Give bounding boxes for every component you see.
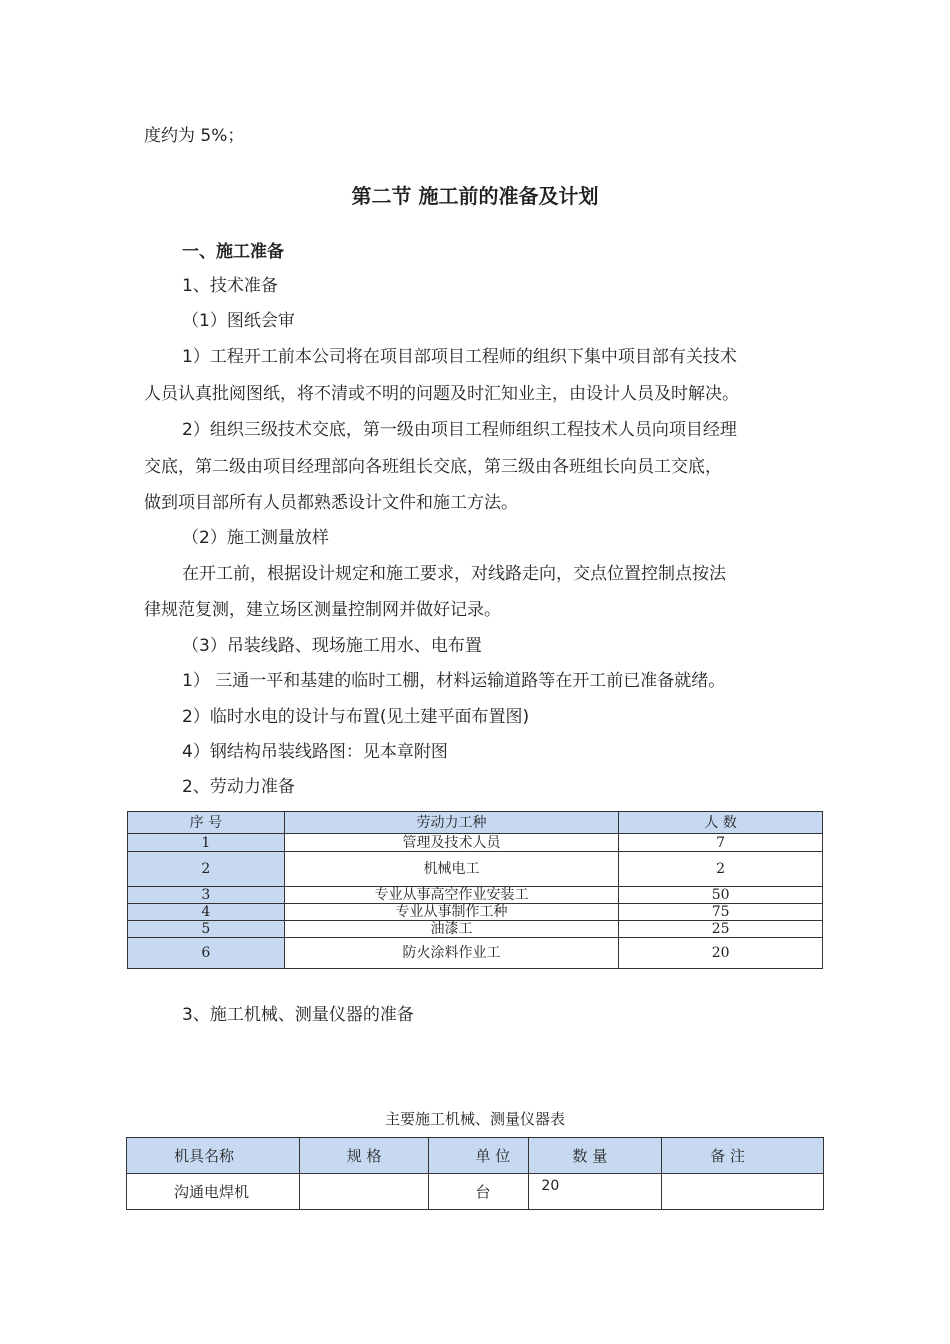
table-cell: 75	[619, 904, 823, 921]
labor-table	[127, 811, 823, 969]
table-cell: 防火涂料作业工	[284, 938, 619, 969]
heading-construction-prep: 一、施工准备	[182, 242, 284, 262]
table-cell: 6	[128, 938, 285, 969]
table-cell: 5	[128, 921, 285, 938]
paragraph-line: 4）钢结构吊装线路图：见本章附图	[182, 742, 448, 762]
section-title: 第二节 施工前的准备及计划	[351, 184, 599, 208]
table-cell: 管理及技术人员	[284, 834, 619, 852]
subitem-lifting-route: （3）吊装线路、现场施工用水、电布置	[182, 636, 482, 656]
table-header-row	[128, 812, 823, 834]
table-header-row	[127, 1138, 824, 1174]
table-row	[127, 1174, 824, 1210]
paragraph-line: 2）临时水电的设计与布置(见土建平面布置图)	[182, 707, 530, 727]
table-cell: 20	[619, 938, 823, 969]
paragraph-line: 在开工前，根据设计规定和施工要求，对线路走向，交点位置控制点按法	[182, 564, 726, 584]
item-machinery-prep: 3、施工机械、测量仪器的准备	[182, 1005, 414, 1025]
paragraph-line: 交底，第二级由项目经理部向各班组长交底，第三级由各班组长向员工交底，	[144, 457, 722, 477]
table-cell: 50	[619, 887, 823, 904]
paragraph-line: 人员认真批阅图纸，将不清或不明的问题及时汇知业主，由设计人员及时解决。	[144, 384, 739, 404]
column-header: 序 号	[128, 812, 285, 834]
table-cell: 专业从事制作工种	[284, 904, 619, 921]
table-cell: 4	[128, 904, 285, 921]
table-cell: 3	[128, 887, 285, 904]
table-cell: 油漆工	[284, 921, 619, 938]
table-cell: 2	[619, 852, 823, 887]
table-cell: 专业从事高空作业安装工	[284, 887, 619, 904]
column-header: 规 格	[299, 1138, 428, 1174]
subitem-survey-layout: （2）施工测量放样	[182, 528, 329, 548]
table-cell: 台	[428, 1174, 529, 1210]
column-header: 数 量	[529, 1138, 662, 1174]
table-cell	[662, 1174, 824, 1210]
column-header: 人 数	[619, 812, 823, 834]
paragraph-line: 律规范复测，建立场区测量控制网并做好记录。	[144, 600, 501, 620]
table-row	[128, 904, 823, 921]
table-row	[128, 834, 823, 852]
continued-text-line: 度约为 5%；	[144, 126, 245, 146]
paragraph-line: 2）组织三级技术交底，第一级由项目工程师组织工程技术人员向项目经理	[182, 420, 737, 440]
column-header: 劳动力工种	[284, 812, 619, 834]
column-header: 机具名称	[127, 1138, 300, 1174]
item-labor-prep: 2、劳动力准备	[182, 777, 295, 797]
paragraph-line: 1）工程开工前本公司将在项目部项目工程师的组织下集中项目部有关技术	[182, 347, 737, 367]
table-cell: 2	[128, 852, 285, 887]
machine-table	[126, 1137, 824, 1210]
table-cell	[299, 1174, 428, 1210]
column-header: 备 注	[662, 1138, 824, 1174]
column-header: 单 位	[428, 1138, 529, 1174]
paragraph-line: 做到项目部所有人员都熟悉设计文件和施工方法。	[144, 493, 518, 513]
table-row	[128, 852, 823, 887]
table-caption: 主要施工机械、测量仪器表	[384, 1110, 565, 1128]
table-cell: 20	[529, 1174, 662, 1210]
table-cell: 机械电工	[284, 852, 619, 887]
table-row	[128, 938, 823, 969]
subitem-drawing-review: （1）图纸会审	[182, 311, 295, 331]
table-row	[128, 921, 823, 938]
table-cell: 25	[619, 921, 823, 938]
table-cell: 沟通电焊机	[127, 1174, 300, 1210]
table-row	[128, 887, 823, 904]
table-cell: 7	[619, 834, 823, 852]
item-technical-prep: 1、技术准备	[182, 276, 278, 296]
table-cell: 1	[128, 834, 285, 852]
paragraph-line: 1） 三通一平和基建的临时工棚，材料运输道路等在开工前已准备就绪。	[182, 671, 726, 691]
